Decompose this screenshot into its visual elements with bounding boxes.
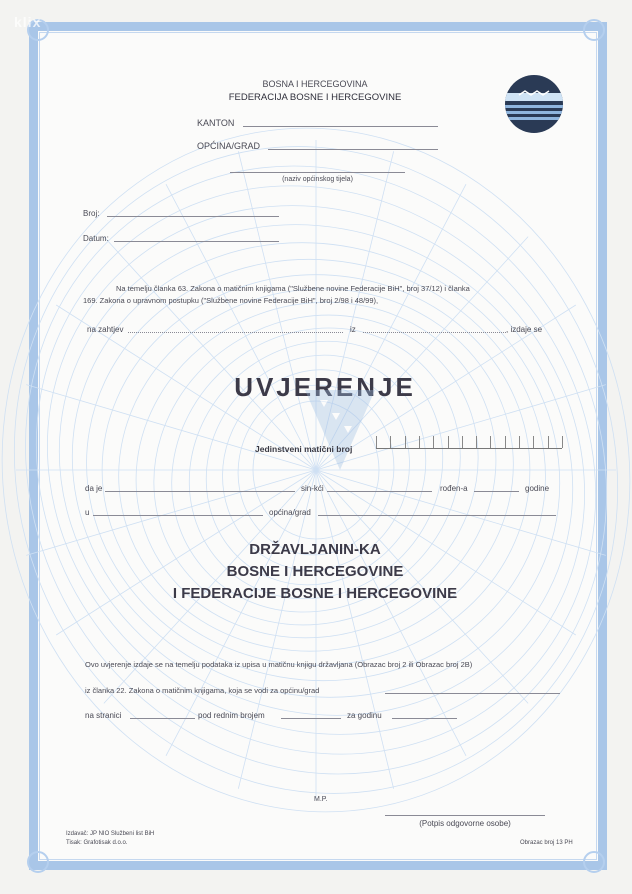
jmb-digit-separator — [405, 436, 406, 448]
citizenship-line2: BOSNE I HERCEGOVINE — [226, 563, 404, 580]
legal-basis-line1: Na temelju članka 63. Zakona o matičnim knjigama ("Službene novine Federacije BiH", broj 37/12) i članka — [116, 284, 470, 293]
corner-ornament — [28, 852, 48, 872]
year-field[interactable] — [392, 718, 457, 719]
guilloche-ray — [104, 237, 316, 470]
ordinal-field[interactable] — [281, 718, 341, 719]
birth-place-field[interactable] — [93, 515, 263, 516]
parent-name-field[interactable] — [327, 491, 432, 492]
birth-municipality-field[interactable] — [318, 515, 556, 516]
corner-ornament — [584, 20, 604, 40]
datum-label: Datum: — [83, 234, 109, 243]
organ-field[interactable] — [230, 172, 405, 173]
citizenship-line1: DRŽAVLJANIN-KA — [249, 541, 381, 558]
requester-place-field[interactable] — [363, 332, 506, 333]
jmb-digit-separator — [376, 436, 377, 448]
jmb-digit-separator — [490, 436, 491, 448]
opcina-grad-label: općina/grad — [269, 508, 311, 517]
document-title: UVJERENJE — [234, 372, 416, 402]
jmb-digit-separator — [476, 436, 477, 448]
izdaje-se-label: , izdaje se — [506, 325, 543, 334]
birth-date-field[interactable] — [474, 491, 519, 492]
legal-basis-line2: 169. Zakona o upravnom postupku ("Službene novine Federacije BiH", broj 2/98 i 48/99), — [83, 296, 379, 305]
opcina-field[interactable] — [268, 149, 438, 150]
form-number: Obrazac broj 13 PH — [520, 840, 573, 846]
jmb-input-boxes[interactable] — [376, 432, 562, 449]
publisher-info: Izdavač: JP NIO Službeni list BiH — [66, 831, 155, 837]
watermark-logo: klix — [14, 14, 42, 30]
na-stranici-label: na stranici — [85, 711, 122, 720]
person-name-field[interactable] — [105, 491, 295, 492]
kanton-label: KANTON — [197, 118, 235, 128]
jmb-digit-separator — [448, 436, 449, 448]
broj-label: Broj: — [83, 209, 100, 218]
seal-place-label: M.P. — [314, 796, 328, 803]
jmb-label: Jedinstveni matični broj — [255, 444, 353, 454]
jmb-digit-separator — [462, 436, 463, 448]
jmb-digit-separator — [505, 436, 506, 448]
signature-caption: (Potpis odgovorne osobe) — [419, 819, 511, 828]
jmb-digit-separator — [562, 436, 563, 448]
jmb-digit-separator — [390, 436, 391, 448]
corner-ornament — [584, 852, 604, 872]
na-zahtjev-label: na zahtjev — [87, 325, 124, 334]
jmb-digit-separator — [548, 436, 549, 448]
sin-kci-label: sin-kći — [301, 484, 324, 493]
header-country: BOSNA I HERCEGOVINA — [262, 79, 368, 89]
guilloche-ray — [316, 470, 466, 756]
coat-of-arms-emblem — [505, 75, 563, 133]
printer-info: Tisak: Grafotisak d.o.o. — [66, 840, 128, 846]
broj-field[interactable] — [107, 216, 279, 217]
jmb-digit-separator — [533, 436, 534, 448]
guilloche-ray — [316, 470, 394, 789]
page-field[interactable] — [130, 718, 195, 719]
jmb-digit-separator — [419, 436, 420, 448]
emblem-watermark-icon — [300, 385, 380, 475]
iz-label: iz — [350, 325, 356, 334]
jmb-digit-separator — [433, 436, 434, 448]
citizenship-line3: I FEDERACIJE BOSNE I HERCEGOVINE — [172, 585, 458, 602]
datum-field[interactable] — [114, 241, 279, 242]
requester-field[interactable] — [128, 332, 343, 333]
u-label: u — [85, 508, 90, 517]
za-godinu-label: za godinu — [347, 711, 382, 720]
header-federation: FEDERACIJA BOSNE I HERCEGOVINE — [228, 92, 402, 103]
signature-field[interactable] — [385, 815, 545, 816]
pod-rednim-label: pod rednim brojem — [198, 711, 265, 720]
opcina-label: OPĆINA/GRAD — [197, 141, 261, 151]
roden-a-label: rođen-a — [440, 484, 468, 493]
basis-line2: iz članka 22. Zakona o matičnim knjigama, koja se vodi za općinu/grad — [85, 686, 320, 695]
register-municipality-field[interactable] — [385, 693, 560, 694]
jmb-digit-separator — [519, 436, 520, 448]
organ-caption: (naziv općinskog tijela) — [282, 176, 353, 183]
basis-line1: Ovo uvjerenje izdaje se na temelju podataka iz upisa u matičnu knjigu državljana (Obrazac broj 2 ili Obrazac broj 2B) — [85, 660, 473, 669]
guilloche-ray — [166, 184, 316, 470]
da-je-label: da je — [85, 484, 103, 493]
godine-label: godine — [525, 484, 550, 493]
kanton-field[interactable] — [243, 126, 438, 127]
